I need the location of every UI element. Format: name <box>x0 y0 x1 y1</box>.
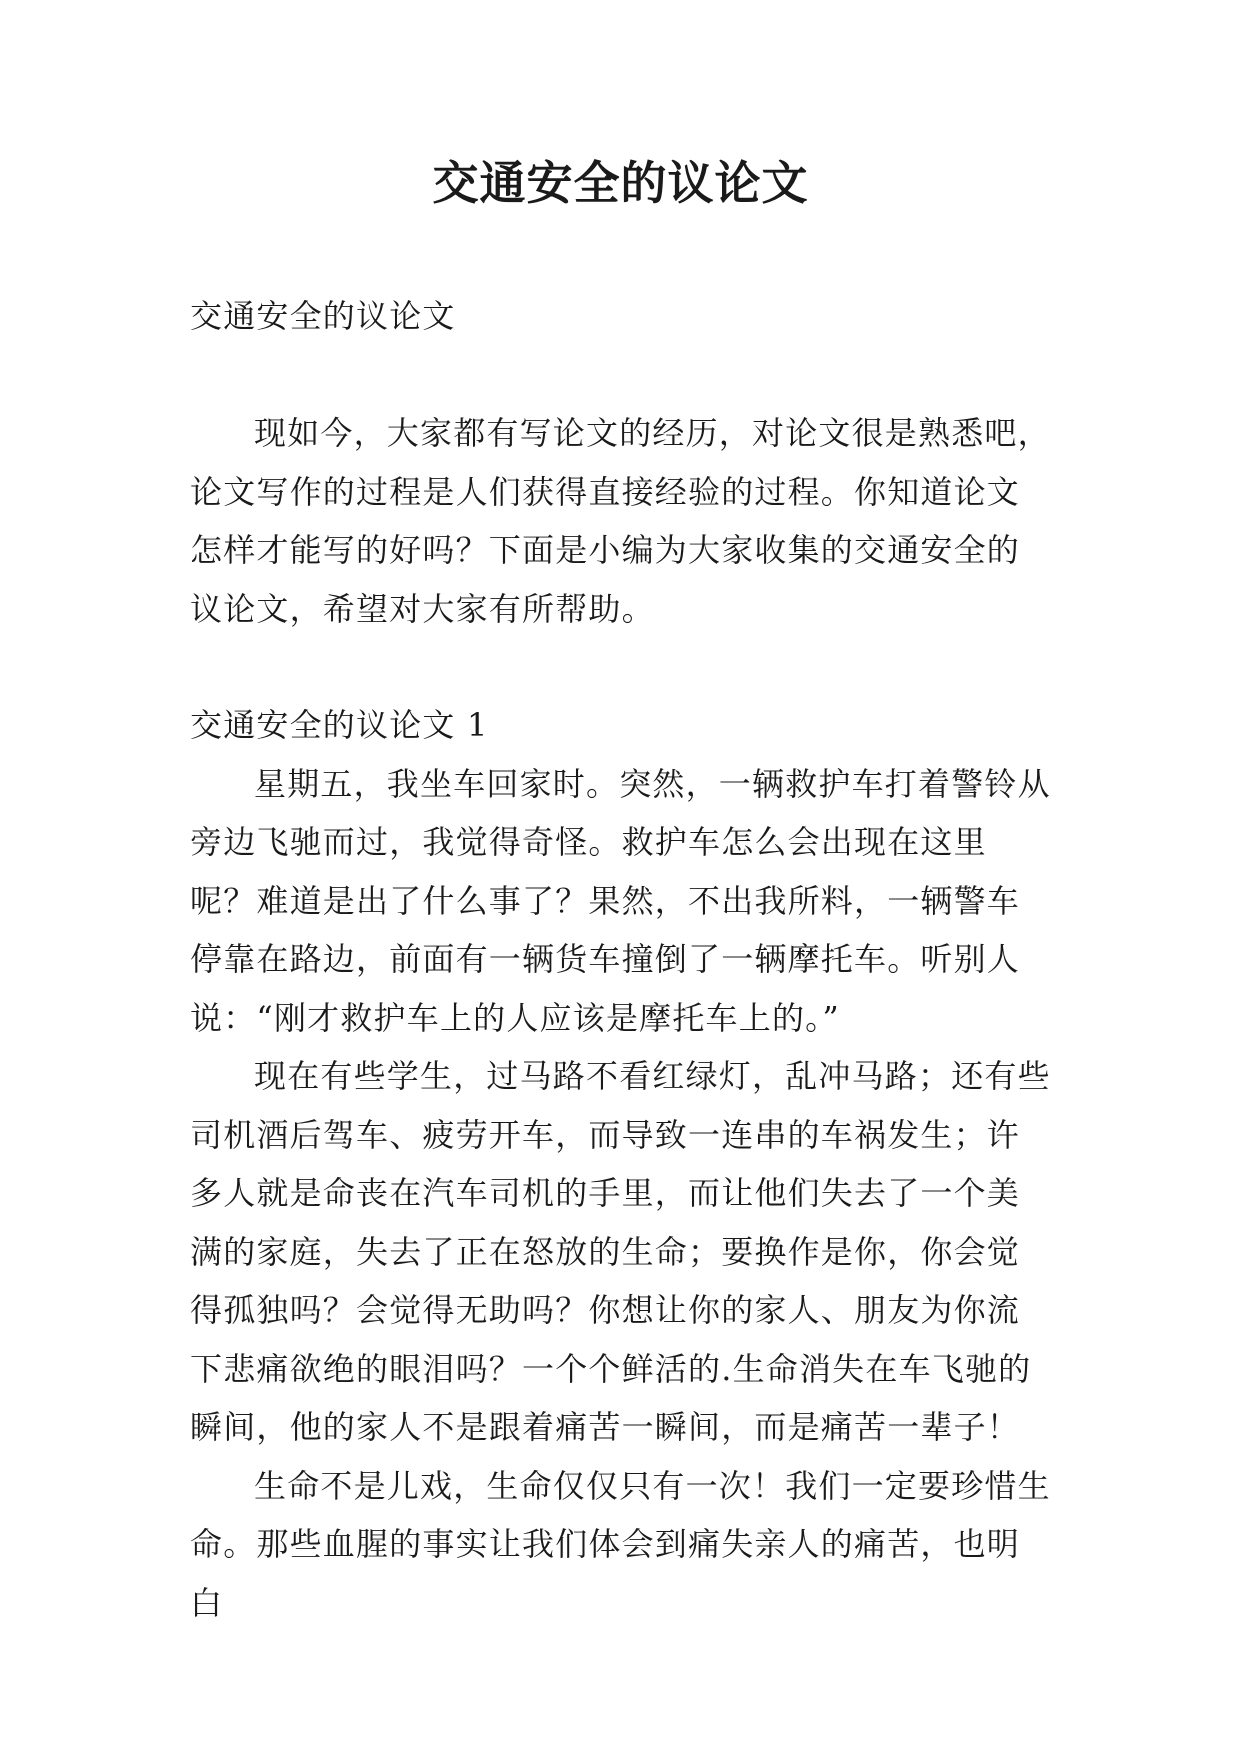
document-title: 交通安全的议论文 <box>432 156 809 210</box>
document-subtitle: 交通安全的议论文 <box>190 297 456 335</box>
section-heading: 交通安全的议论文 1 <box>190 706 489 744</box>
body-paragraph: 星期五，我坐车回家时。突然，一辆救护车打着警铃从旁边飞驰而过，我觉得奇怪。救护车怎么会出现在这里呢？难道是出了什么事了？果然，不出我所料，一辆警车停靠在路边，前面有一辆货车撞倒了一辆摩托车。听别人说：“刚才救护车上的人应该是摩托车上的。” <box>190 764 1051 1037</box>
section-1 <box>190 696 1052 1632</box>
intro-paragraph: 现如今，大家都有写论文的经历，对论文很是熟悉吧，论文写作的过程是人们获得直接经验的过程。你知道论文怎样才能写的好吗？下面是小编为大家收集的交通安全的议论文，希望对大家有所帮助。 <box>190 414 1051 628</box>
body-paragraph: 生命不是儿戏，生命仅仅只有一次！我们一定要珍惜生命。那些血腥的事实让我们体会到痛失亲人的痛苦，也明白 <box>190 1466 1051 1622</box>
body-paragraph: 现在有些学生，过马路不看红绿灯，乱冲马路；还有些司机酒后驾车、疲劳开车，而导致一连串的车祸发生；许多人就是命丧在汽车司机的手里，而让他们失去了一个美满的家庭，失去了正在怒放的生命；要换作是你，你会觉得孤独吗？会觉得无助吗？你想让你的家人、朋友为你流下悲痛欲绝的眼泪吗？一个个鲜活的.生命消失在车飞驰的瞬间，他的家人不是跟着痛苦一瞬间，而是痛苦一辈子！ <box>190 1057 1051 1446</box>
